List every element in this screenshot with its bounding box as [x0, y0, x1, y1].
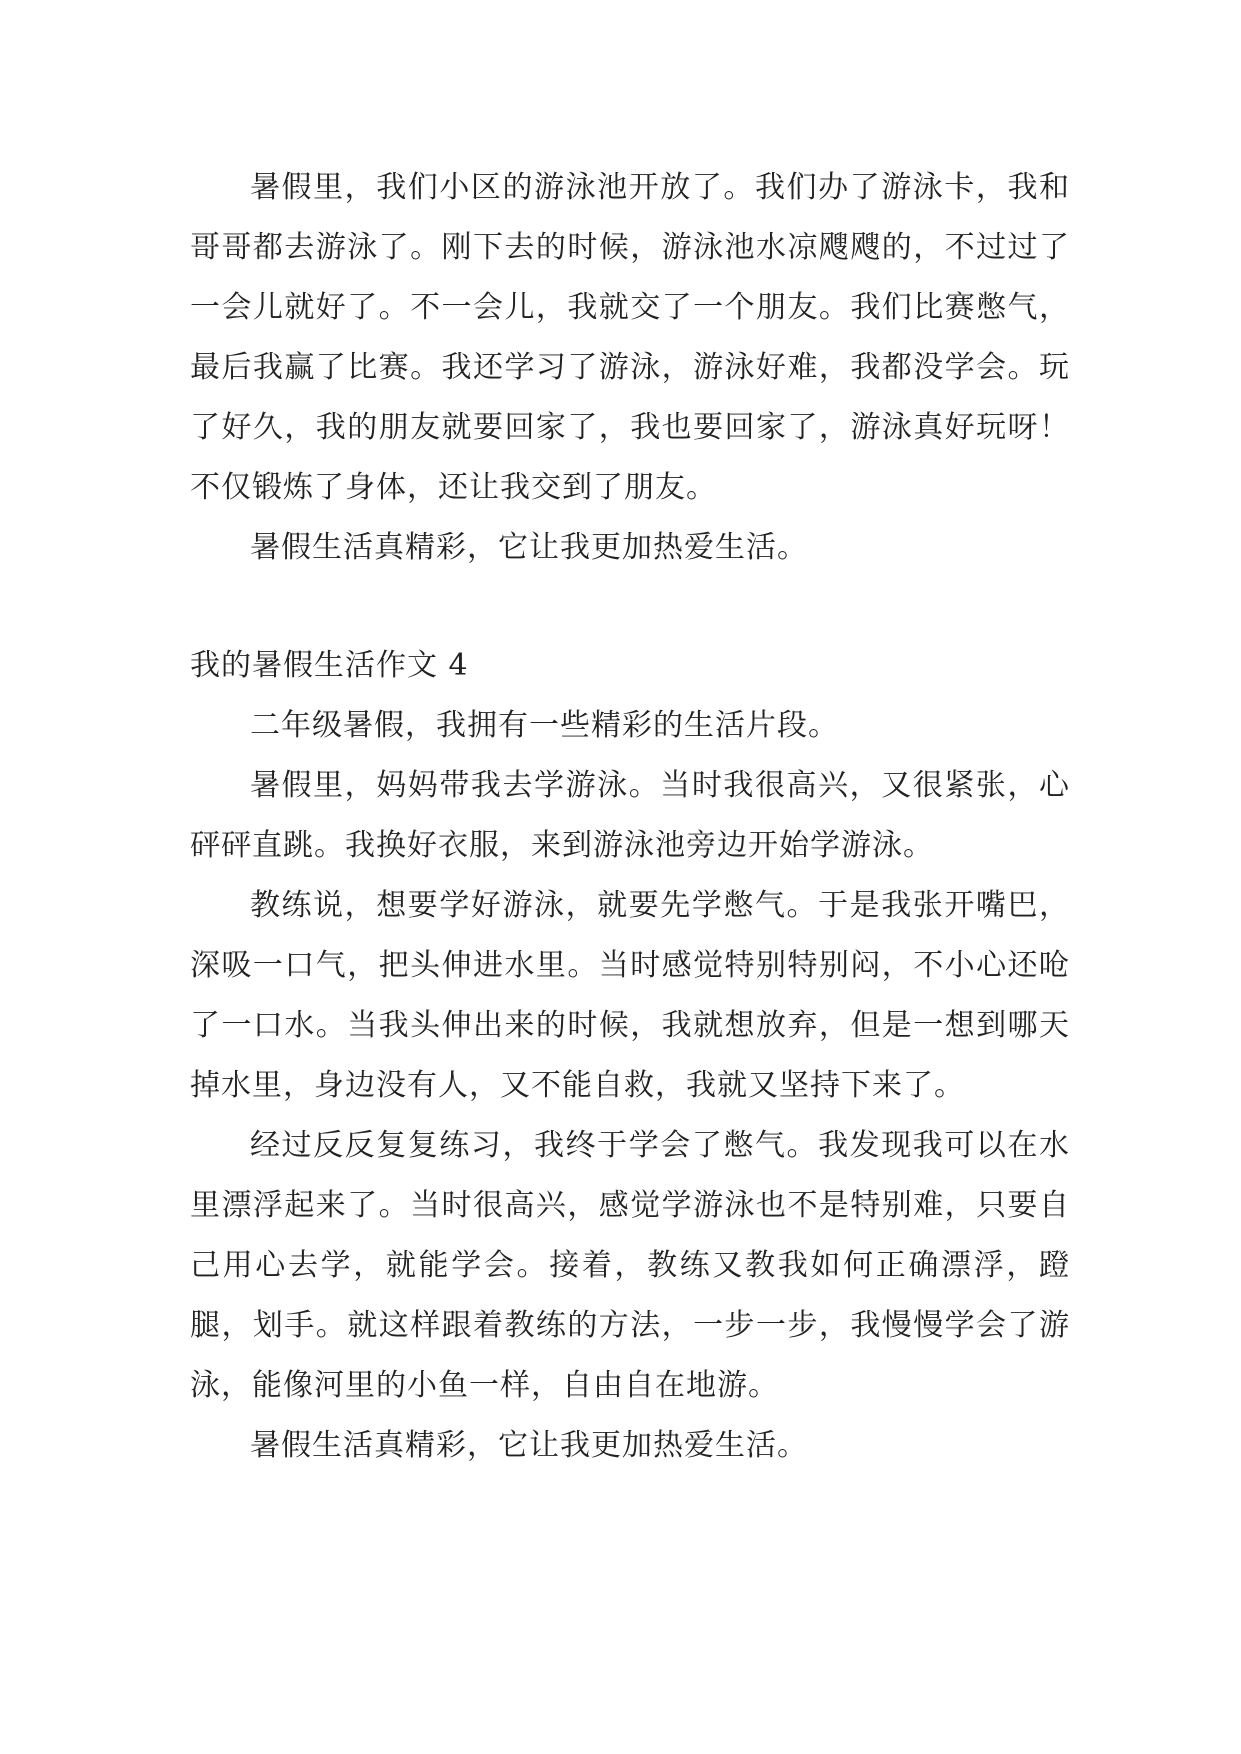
paragraph-learned-swimming: 经过反反复复练习，我终于学会了憋气。我发现我可以在水里漂浮起来了。当时很高兴，感觉学游泳也不是特别难，只要自己用心去学，就能学会。接着，教练又教我如何正确漂浮，蹬腿，划手。就这样跟着教练的方法，一步一步，我慢慢学会了游泳，能像河里的小鱼一样，自由自在地游。: [190, 1128, 1070, 1403]
paragraph-swimming-pool: 暑假里，我们小区的游泳池开放了。我们办了游泳卡，我和哥哥都去游泳了。刚下去的时候，游泳池水凉飕飕的，不过过了一会儿就好了。不一会儿，我就交了一个朋友。我们比赛憋气，最后我赢了比赛。我还学习了游泳，游泳好难，我都没学会。玩了好久，我的朋友就要回家了，我也要回家了，游泳真好玩呀！不仅锻炼了身体，还让我交到了朋友。: [190, 170, 1070, 505]
paragraph-breath-holding: 教练说，想要学好游泳，就要先学憋气。于是我张开嘴巴，深吸一口气，把头伸进水里。当时感觉特别特别闷，不小心还呛了一口水。当我头伸出来的时候，我就想放弃，但是一想到哪天掉水里，身边没有人，又不能自救，我就又坚持下来了。: [190, 888, 1070, 1103]
paragraph-conclusion: 暑假生活真精彩，它让我更加热爱生活。: [250, 1428, 808, 1463]
paragraph-learning-start: 暑假里，妈妈带我去学游泳。当时我很高兴，又很紧张，心砰砰直跳。我换好衣服，来到游泳池旁边开始学游泳。: [190, 768, 1070, 863]
section-title: 我的暑假生活作文 4: [190, 648, 469, 683]
paragraph-intro: 二年级暑假，我拥有一些精彩的生活片段。: [250, 708, 839, 743]
document-body: [190, 158, 1070, 1476]
paragraph-summary: 暑假生活真精彩，它让我更加热爱生活。: [250, 530, 808, 565]
